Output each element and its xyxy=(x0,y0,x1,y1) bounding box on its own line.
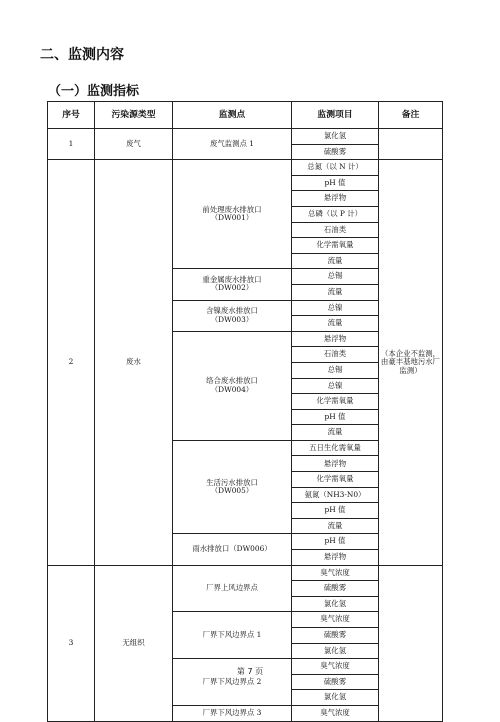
subsection-heading: （一）监测指标 xyxy=(48,84,140,99)
seq-cell: 3 xyxy=(48,565,95,721)
point-name: 生活污水排放口 xyxy=(206,477,258,487)
monitoring-item-cell: 悬浮物 xyxy=(292,331,379,347)
point-name: 前处理废水排放口 xyxy=(202,204,262,214)
remarks-cell xyxy=(379,565,443,721)
monitoring-item-cell: 化学需氧量 xyxy=(292,472,379,488)
seq-cell: 2 xyxy=(48,160,95,565)
monitoring-item-cell: 臭气浓度 xyxy=(292,659,379,675)
monitoring-item-cell: pH 值 xyxy=(292,175,379,191)
page-number: 第 7 页 xyxy=(236,667,264,676)
monitoring-point-cell xyxy=(173,331,292,440)
header-pollution-type: 污染源类型 xyxy=(95,102,173,129)
monitoring-item-cell: 五日生化需氧量 xyxy=(292,440,379,456)
header-monitoring-point: 监测点 xyxy=(173,102,292,129)
point-code: （DW003） xyxy=(210,314,254,324)
monitoring-item-cell: 氨氮（NH3-N0） xyxy=(292,487,379,503)
table-header-row xyxy=(48,102,443,129)
monitoring-item-cell: 总磷（以 P 计） xyxy=(292,206,379,222)
point-code: （DW001） xyxy=(210,213,254,223)
point-name: 含镍废水排放口 xyxy=(206,306,258,316)
monitoring-item-cell: pH 值 xyxy=(292,409,379,425)
monitoring-item-cell: 硫酸雾 xyxy=(292,628,379,644)
monitoring-item-cell: 臭气浓度 xyxy=(292,612,379,628)
monitoring-point-cell xyxy=(173,300,292,331)
monitoring-point-cell xyxy=(173,269,292,300)
remarks-cell xyxy=(379,129,443,160)
monitoring-point-cell xyxy=(173,160,292,269)
pollution-type-cell: 废水 xyxy=(95,160,173,565)
monitoring-item-cell: 氯化氢 xyxy=(292,596,379,612)
monitoring-point-cell: 厂界上风边界点 xyxy=(173,565,292,612)
monitoring-item-cell: 流量 xyxy=(292,425,379,441)
monitoring-point-cell: 厂界下风边界点 3 xyxy=(173,705,292,721)
monitoring-item-cell: 石油类 xyxy=(292,222,379,238)
table-row xyxy=(48,129,443,145)
monitoring-item-cell: 悬浮物 xyxy=(292,191,379,207)
point-name: 重金属废水排放口 xyxy=(202,274,262,284)
monitoring-item-cell: pH 值 xyxy=(292,534,379,550)
monitoring-point-cell: 废气监测点 1 xyxy=(173,129,292,160)
table-row xyxy=(48,160,443,176)
remarks-cell: （本企业不监测，由豪丰基地污水厂监测） xyxy=(379,160,443,565)
monitoring-point-cell: 厂界下风边界点 1 xyxy=(173,612,292,659)
monitoring-item-cell: 流量 xyxy=(292,284,379,300)
monitoring-item-cell: 化学需氧量 xyxy=(292,238,379,254)
monitoring-item-cell: 臭气浓度 xyxy=(292,705,379,721)
table-row xyxy=(48,565,443,581)
monitoring-item-cell: 总镍 xyxy=(292,300,379,316)
monitoring-item-cell: 化学需氧量 xyxy=(292,394,379,410)
monitoring-item-cell: 总锡 xyxy=(292,362,379,378)
section-heading: 二、监测内容 xyxy=(40,47,124,63)
monitoring-item-cell: 悬浮物 xyxy=(292,550,379,566)
point-code: （DW002） xyxy=(210,283,254,293)
point-code: （DW004） xyxy=(210,384,254,394)
monitoring-item-cell: 氯化氢 xyxy=(292,690,379,706)
monitoring-item-cell: 氯化氢 xyxy=(292,129,379,145)
monitoring-item-cell: 硫酸雾 xyxy=(292,144,379,160)
monitoring-point-cell: 雨水排放口（DW006） xyxy=(173,534,292,565)
monitoring-item-cell: 悬浮物 xyxy=(292,456,379,472)
point-code: （DW005） xyxy=(210,486,254,496)
monitoring-item-cell: 氯化氢 xyxy=(292,643,379,659)
point-name: 络合废水排放口 xyxy=(206,376,258,386)
monitoring-item-cell: 总氮（以 N 计） xyxy=(292,160,379,176)
pollution-type-cell: 废气 xyxy=(95,129,173,160)
monitoring-table xyxy=(47,101,443,722)
monitoring-item-cell: 硫酸雾 xyxy=(292,674,379,690)
header-monitoring-item: 监测项目 xyxy=(292,102,379,129)
monitoring-item-cell: 硫酸雾 xyxy=(292,581,379,597)
monitoring-point-cell: 厂界下风边界点 2 xyxy=(173,659,292,706)
header-remarks: 备注 xyxy=(379,102,443,129)
monitoring-item-cell: 臭气浓度 xyxy=(292,565,379,581)
monitoring-item-cell: 石油类 xyxy=(292,347,379,363)
monitoring-item-cell: 总镍 xyxy=(292,378,379,394)
monitoring-item-cell: 总锡 xyxy=(292,269,379,285)
seq-cell: 1 xyxy=(48,129,95,160)
monitoring-item-cell: 流量 xyxy=(292,518,379,534)
monitoring-item-cell: pH 值 xyxy=(292,503,379,519)
pollution-type-cell: 无组织 xyxy=(95,565,173,721)
monitoring-item-cell: 流量 xyxy=(292,316,379,332)
monitoring-point-cell xyxy=(173,440,292,534)
header-seq: 序号 xyxy=(48,102,95,129)
monitoring-item-cell: 流量 xyxy=(292,253,379,269)
